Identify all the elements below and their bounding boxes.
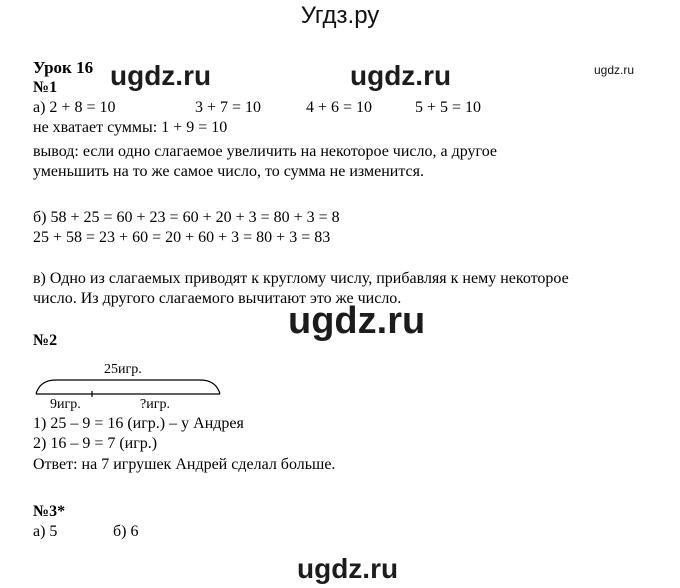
watermark: ugdz.ru: [350, 60, 452, 91]
conclusion-line-2: уменьшить на то же самое число, то сумма не изменится.: [33, 163, 424, 180]
equation: 4 + 6 = 10: [306, 99, 373, 116]
task1-a-line: [33, 98, 481, 118]
task3-number: №3*: [33, 503, 66, 520]
task1-b-line-1: б) 58 + 25 = 60 + 23 = 60 + 20 + 3 = 80 + 3 = 8: [33, 209, 340, 226]
task3-answer-b: б) 6: [113, 523, 139, 540]
conclusion-line-1: вывод: если одно слагаемое увеличить на некоторое число, а другое: [33, 143, 497, 160]
task1-v-line-1: в) Одно из слагаемых приводят к круглому числу, прибавляя к нему некоторое: [33, 270, 569, 287]
task3-answer-a: а) 5: [33, 523, 58, 540]
watermark-large: ugdz.ru: [288, 300, 426, 342]
task2-step2: 2) 16 – 9 = 7 (игр.): [33, 435, 158, 452]
task2-step1: 1) 25 – 9 = 16 (игр.) – у Андрея: [33, 415, 244, 432]
task3-answers: [33, 522, 138, 542]
equation: 3 + 7 = 10: [195, 99, 262, 116]
site-title: Угдз.ру: [300, 2, 380, 29]
task1-number: №1: [33, 79, 58, 96]
missing-sum-text: не хватает суммы: 1 + 9 = 10: [33, 119, 228, 136]
total-brace: [36, 380, 220, 394]
lesson-title: Урок 16: [33, 58, 94, 77]
watermark: ugdz.ru: [110, 60, 212, 91]
task1-v-line-2: число. Из другого слагаемого вычитают это же число.: [33, 290, 402, 307]
watermark: ugdz.ru: [297, 553, 399, 584]
scheme-total-label: 25игр.: [104, 362, 142, 377]
watermark-small: ugdz.ru: [594, 63, 635, 77]
scheme-part1-label: 9игр.: [50, 397, 81, 412]
task2-number: №2: [33, 332, 58, 349]
equation: 5 + 5 = 10: [415, 99, 482, 116]
task2-answer: Ответ: на 7 игрушек Андрей сделал больше.: [33, 456, 336, 473]
equation: а) 2 + 8 = 10: [33, 99, 116, 116]
scheme-part2-label: ?игр.: [140, 397, 170, 412]
task1-b-line-2: 25 + 58 = 23 + 60 = 20 + 60 + 3 = 80 + 3 = 83: [33, 229, 331, 246]
